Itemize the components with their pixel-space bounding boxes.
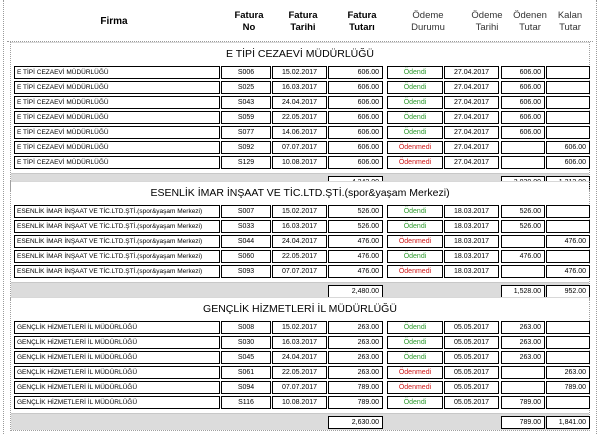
row-payment-status: Ödenmedi: [387, 366, 443, 379]
row-paid-amount: 263.00: [501, 351, 545, 364]
row-invoice-date: 15.02.2017: [272, 66, 327, 79]
row-invoice-no: S043: [221, 96, 271, 109]
row-invoice-amount: 606.00: [328, 96, 383, 109]
header-fatura-tutari: Fatura Tutarı: [347, 10, 377, 33]
row-payment-status: Ödenmedi: [387, 156, 443, 169]
row-remaining-amount: [546, 66, 590, 79]
row-firma: GENÇLİK HİZMETLERİ İL MÜDÜRLÜĞÜ: [14, 366, 220, 379]
row-payment-status: Ödendi: [387, 205, 443, 218]
row-remaining-amount: [546, 81, 590, 94]
row-firma: ESENLİK İMAR İNŞAAT VE TİC.LTD.ŞTİ.(spor&yaşam Merkezi): [14, 265, 220, 278]
row-invoice-amount: 526.00: [328, 205, 383, 218]
row-paid-amount: 606.00: [501, 66, 545, 79]
row-invoice-no: S045: [221, 351, 271, 364]
row-invoice-date: 24.04.2017: [272, 96, 327, 109]
row-invoice-amount: 606.00: [328, 141, 383, 154]
row-invoice-amount: 476.00: [328, 235, 383, 248]
row-payment-date: 05.05.2017: [444, 366, 499, 379]
row-remaining-amount: [546, 126, 590, 139]
row-paid-amount: [501, 156, 545, 169]
row-firma: GENÇLİK HİZMETLERİ İL MÜDÜRLÜĞÜ: [14, 396, 220, 409]
row-remaining-amount: [546, 321, 590, 334]
row-firma: GENÇLİK HİZMETLERİ İL MÜDÜRLÜĞÜ: [14, 321, 220, 334]
row-payment-date: 27.04.2017: [444, 126, 499, 139]
row-invoice-no: S025: [221, 81, 271, 94]
row-invoice-no: S116: [221, 396, 271, 409]
row-invoice-date: 10.08.2017: [272, 156, 327, 169]
row-paid-amount: 789.00: [501, 396, 545, 409]
row-invoice-no: S093: [221, 265, 271, 278]
row-payment-date: 18.03.2017: [444, 250, 499, 263]
row-payment-status: Ödenmedi: [387, 235, 443, 248]
row-remaining-amount: 789.00: [546, 381, 590, 394]
row-firma: E TİPİ CEZAEVİ MÜDÜRLÜĞÜ: [14, 81, 220, 94]
header-firma: Firma: [100, 16, 128, 27]
row-paid-amount: 526.00: [501, 205, 545, 218]
invoice-group: [10, 42, 590, 191]
row-invoice-no: S030: [221, 336, 271, 349]
row-invoice-no: S060: [221, 250, 271, 263]
row-payment-date: 27.04.2017: [444, 141, 499, 154]
total-paid-amount: 789.00: [501, 416, 545, 429]
row-payment-status: Ödendi: [387, 111, 443, 124]
row-invoice-date: 07.07.2017: [272, 141, 327, 154]
row-invoice-amount: 606.00: [328, 126, 383, 139]
row-firma: E TİPİ CEZAEVİ MÜDÜRLÜĞÜ: [14, 66, 220, 79]
row-paid-amount: 263.00: [501, 336, 545, 349]
row-remaining-amount: 606.00: [546, 156, 590, 169]
row-paid-amount: 606.00: [501, 81, 545, 94]
row-remaining-amount: [546, 205, 590, 218]
row-invoice-no: S092: [221, 141, 271, 154]
row-invoice-amount: 606.00: [328, 81, 383, 94]
row-invoice-no: S094: [221, 381, 271, 394]
header-fatura-no: Fatura No: [234, 10, 264, 33]
row-invoice-amount: 263.00: [328, 336, 383, 349]
row-payment-status: Ödendi: [387, 250, 443, 263]
row-invoice-amount: 606.00: [328, 156, 383, 169]
total-invoice-amount: 2,480.00: [328, 285, 383, 298]
row-paid-amount: [501, 235, 545, 248]
row-invoice-date: 07.07.2017: [272, 265, 327, 278]
row-payment-status: Ödendi: [387, 126, 443, 139]
header-odeme-durumu: Ödeme Durumu: [411, 10, 445, 33]
row-paid-amount: 606.00: [501, 126, 545, 139]
row-payment-date: 18.03.2017: [444, 205, 499, 218]
row-firma: ESENLİK İMAR İNŞAAT VE TİC.LTD.ŞTİ.(spor&yaşam Merkezi): [14, 250, 220, 263]
row-invoice-date: 24.04.2017: [272, 351, 327, 364]
row-remaining-amount: [546, 220, 590, 233]
row-firma: GENÇLİK HİZMETLERİ İL MÜDÜRLÜĞÜ: [14, 351, 220, 364]
row-payment-status: Ödendi: [387, 321, 443, 334]
total-invoice-amount: 2,630.00: [328, 416, 383, 429]
invoice-group: [10, 297, 590, 431]
row-invoice-date: 15.02.2017: [272, 205, 327, 218]
row-payment-date: 18.03.2017: [444, 265, 499, 278]
row-remaining-amount: 263.00: [546, 366, 590, 379]
row-invoice-amount: 526.00: [328, 220, 383, 233]
header-fatura-tarihi: Fatura Tarihi: [288, 10, 318, 33]
row-paid-amount: 606.00: [501, 96, 545, 109]
row-firma: ESENLİK İMAR İNŞAAT VE TİC.LTD.ŞTİ.(spor&yaşam Merkezi): [14, 220, 220, 233]
row-firma: E TİPİ CEZAEVİ MÜDÜRLÜĞÜ: [14, 96, 220, 109]
header-odeme-tarihi: Ödeme Tarihi: [471, 10, 503, 33]
row-paid-amount: 606.00: [501, 111, 545, 124]
row-remaining-amount: [546, 336, 590, 349]
row-remaining-amount: [546, 351, 590, 364]
header-odenen-tutar: Ödenen Tutar: [513, 10, 547, 33]
row-invoice-no: S044: [221, 235, 271, 248]
row-invoice-no: S129: [221, 156, 271, 169]
group-title: E TİPİ CEZAEVİ MÜDÜRLÜĞÜ: [11, 42, 589, 64]
row-payment-date: 27.04.2017: [444, 66, 499, 79]
row-paid-amount: [501, 366, 545, 379]
row-firma: GENÇLİK HİZMETLERİ İL MÜDÜRLÜĞÜ: [14, 336, 220, 349]
row-payment-date: 05.05.2017: [444, 396, 499, 409]
row-paid-amount: [501, 141, 545, 154]
row-invoice-date: 22.05.2017: [272, 111, 327, 124]
row-payment-status: Ödenmedi: [387, 381, 443, 394]
row-invoice-amount: 789.00: [328, 396, 383, 409]
row-paid-amount: 526.00: [501, 220, 545, 233]
row-firma: E TİPİ CEZAEVİ MÜDÜRLÜĞÜ: [14, 156, 220, 169]
row-paid-amount: [501, 381, 545, 394]
group-title: GENÇLİK HİZMETLERİ İL MÜDÜRLÜĞÜ: [11, 297, 589, 319]
row-invoice-date: 16.03.2017: [272, 220, 327, 233]
row-invoice-no: S008: [221, 321, 271, 334]
row-invoice-no: S033: [221, 220, 271, 233]
row-invoice-amount: 263.00: [328, 321, 383, 334]
row-payment-date: 18.03.2017: [444, 235, 499, 248]
row-payment-status: Ödendi: [387, 220, 443, 233]
row-paid-amount: 263.00: [501, 321, 545, 334]
row-remaining-amount: 476.00: [546, 265, 590, 278]
total-remaining-amount: 1,841.00: [546, 416, 590, 429]
row-payment-date: 05.05.2017: [444, 381, 499, 394]
row-payment-status: Ödendi: [387, 351, 443, 364]
row-remaining-amount: [546, 396, 590, 409]
row-firma: E TİPİ CEZAEVİ MÜDÜRLÜĞÜ: [14, 141, 220, 154]
row-payment-date: 05.05.2017: [444, 321, 499, 334]
row-invoice-date: 07.07.2017: [272, 381, 327, 394]
row-invoice-date: 24.04.2017: [272, 235, 327, 248]
row-payment-date: 27.04.2017: [444, 96, 499, 109]
row-invoice-date: 14.06.2017: [272, 126, 327, 139]
row-firma: ESENLİK İMAR İNŞAAT VE TİC.LTD.ŞTİ.(spor&yaşam Merkezi): [14, 205, 220, 218]
header-kalan-tutar: Kalan Tutar: [557, 10, 583, 33]
row-invoice-date: 15.02.2017: [272, 321, 327, 334]
row-invoice-amount: 606.00: [328, 66, 383, 79]
row-invoice-date: 16.03.2017: [272, 336, 327, 349]
row-firma: GENÇLİK HİZMETLERİ İL MÜDÜRLÜĞÜ: [14, 381, 220, 394]
row-invoice-date: 22.05.2017: [272, 250, 327, 263]
row-invoice-date: 22.05.2017: [272, 366, 327, 379]
row-remaining-amount: [546, 250, 590, 263]
row-invoice-date: 16.03.2017: [272, 81, 327, 94]
row-payment-date: 27.04.2017: [444, 81, 499, 94]
row-payment-date: 27.04.2017: [444, 156, 499, 169]
row-firma: E TİPİ CEZAEVİ MÜDÜRLÜĞÜ: [14, 111, 220, 124]
row-payment-date: 18.03.2017: [444, 220, 499, 233]
total-remaining-amount: 952.00: [546, 285, 590, 298]
row-payment-date: 27.04.2017: [444, 111, 499, 124]
row-invoice-amount: 263.00: [328, 366, 383, 379]
invoice-group: [10, 181, 590, 300]
row-remaining-amount: [546, 111, 590, 124]
row-firma: E TİPİ CEZAEVİ MÜDÜRLÜĞÜ: [14, 126, 220, 139]
row-paid-amount: 476.00: [501, 250, 545, 263]
row-payment-status: Ödendi: [387, 66, 443, 79]
row-invoice-amount: 606.00: [328, 111, 383, 124]
row-payment-status: Ödendi: [387, 336, 443, 349]
group-title: ESENLİK İMAR İNŞAAT VE TİC.LTD.ŞTİ.(spor&yaşam Merkezi): [11, 181, 589, 203]
row-payment-status: Ödendi: [387, 396, 443, 409]
total-paid-amount: 1,528.00: [501, 285, 545, 298]
row-invoice-amount: 263.00: [328, 351, 383, 364]
row-invoice-no: S007: [221, 205, 271, 218]
row-remaining-amount: 476.00: [546, 235, 590, 248]
row-payment-status: Ödendi: [387, 81, 443, 94]
row-remaining-amount: [546, 96, 590, 109]
row-paid-amount: [501, 265, 545, 278]
row-invoice-amount: 476.00: [328, 265, 383, 278]
row-remaining-amount: 606.00: [546, 141, 590, 154]
row-payment-status: Ödenmedi: [387, 265, 443, 278]
row-payment-status: Ödenmedi: [387, 141, 443, 154]
row-firma: ESENLİK İMAR İNŞAAT VE TİC.LTD.ŞTİ.(spor&yaşam Merkezi): [14, 235, 220, 248]
row-payment-date: 05.05.2017: [444, 336, 499, 349]
row-invoice-amount: 476.00: [328, 250, 383, 263]
row-invoice-no: S061: [221, 366, 271, 379]
row-payment-status: Ödendi: [387, 96, 443, 109]
row-invoice-date: 10.08.2017: [272, 396, 327, 409]
row-payment-date: 05.05.2017: [444, 351, 499, 364]
row-invoice-no: S006: [221, 66, 271, 79]
row-invoice-no: S059: [221, 111, 271, 124]
group-total-bar: [11, 413, 589, 430]
row-invoice-no: S077: [221, 126, 271, 139]
column-header-row: [7, 2, 593, 42]
row-invoice-amount: 789.00: [328, 381, 383, 394]
